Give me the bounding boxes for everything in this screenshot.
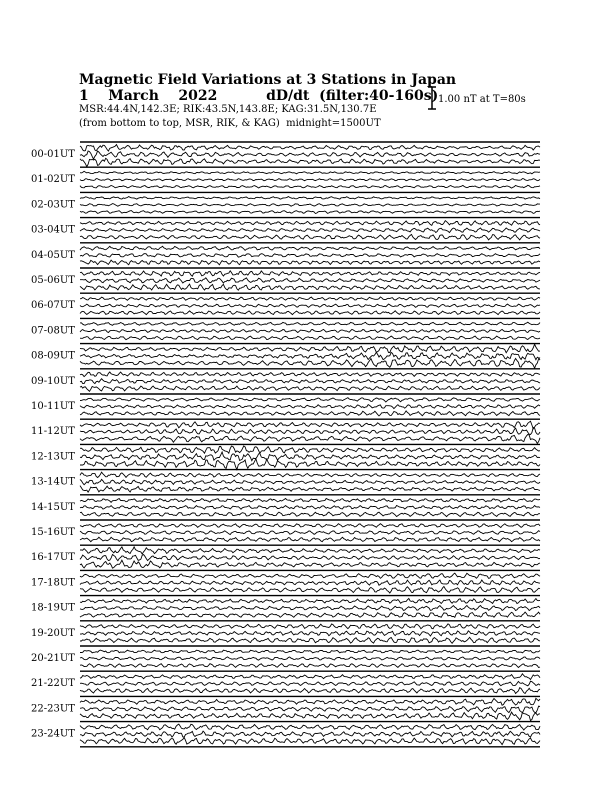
- trace-rik: [80, 379, 540, 384]
- trace-rik: [80, 179, 540, 181]
- trace-msr: [80, 573, 540, 578]
- trace-kag: [80, 211, 540, 214]
- trace-rik: [80, 506, 540, 510]
- row-label: 06-07UT: [31, 300, 75, 312]
- station-coordinates: MSR:44.4N,142.3E; RIK:43.5N,143.8E; KAG:31.5N,130.7E: [79, 104, 377, 115]
- trace-rik: [80, 405, 540, 409]
- trace-rik: [80, 706, 540, 713]
- trace-msr: [80, 524, 540, 528]
- trace-kag: [80, 386, 540, 391]
- row-label: 16-17UT: [31, 552, 75, 564]
- trace-kag: [80, 512, 540, 517]
- row-label: 11-12UT: [31, 426, 75, 438]
- row-label: 20-21UT: [31, 653, 75, 664]
- trace-rik: [80, 452, 540, 461]
- row-label: 12-13UT: [31, 451, 75, 463]
- trace-rik: [80, 329, 540, 332]
- row-label: 04-05UT: [31, 249, 75, 261]
- trace-rik: [80, 254, 540, 258]
- trace-msr: [80, 599, 540, 604]
- trace-kag: [80, 311, 540, 315]
- trace-kag: [80, 434, 540, 443]
- row-label: 03-04UT: [31, 224, 75, 236]
- row-label: 05-06UT: [31, 275, 75, 286]
- trace-kag: [80, 459, 540, 470]
- trace-rik: [80, 555, 540, 561]
- chart-title: Magnetic Field Variations at 3 Stations in Japan: [79, 72, 457, 88]
- trace-rik: [80, 580, 540, 585]
- trace-rik: [80, 278, 540, 283]
- row-label: 18-19UT: [31, 602, 75, 614]
- trace-kag: [80, 260, 540, 265]
- trace-rik: [80, 531, 540, 535]
- trace-msr: [80, 171, 540, 174]
- trace-msr: [80, 498, 540, 502]
- trace-msr: [80, 221, 540, 226]
- row-label: 10-11UT: [31, 401, 75, 412]
- trace-rik: [80, 606, 540, 611]
- trace-kag: [80, 234, 540, 240]
- trace-kag: [80, 712, 540, 721]
- trace-rik: [80, 228, 540, 233]
- row-label: 17-18UT: [31, 577, 75, 589]
- trace-msr: [80, 372, 540, 377]
- trace-kag: [80, 738, 540, 745]
- trace-kag: [80, 185, 540, 188]
- trace-msr: [80, 398, 540, 402]
- trace-msr: [80, 698, 540, 705]
- trace-rik: [80, 681, 540, 686]
- trace-msr: [80, 344, 540, 353]
- row-label: 21-22UT: [31, 678, 75, 690]
- trace-rik: [80, 657, 540, 660]
- trace-rik: [80, 304, 540, 307]
- trace-kag: [80, 688, 540, 694]
- row-label: 22-23UT: [31, 703, 75, 715]
- row-label: 14-15UT: [31, 501, 75, 513]
- date-filter-line: 1 March 2022 dD/dt (filter:40-160s): [79, 88, 439, 104]
- trace-msr: [80, 446, 540, 453]
- trace-msr: [80, 322, 540, 325]
- trace-rik: [80, 427, 540, 434]
- trace-kag: [80, 664, 540, 668]
- trace-msr: [80, 624, 540, 629]
- row-label: 23-24UT: [31, 728, 75, 740]
- trace-rik: [80, 204, 540, 207]
- trace-rik: [80, 352, 540, 360]
- trace-kag: [80, 537, 540, 542]
- trace-order-note: (from bottom to top, MSR, RIK, & KAG) midnight=1500UT: [79, 118, 381, 129]
- trace-kag: [80, 612, 540, 617]
- trace-msr: [80, 650, 540, 653]
- trace-kag: [80, 158, 540, 166]
- trace-kag: [80, 336, 540, 340]
- trace-kag: [80, 411, 540, 416]
- trace-kag: [80, 560, 540, 568]
- trace-msr: [80, 246, 540, 250]
- trace-msr: [80, 297, 540, 300]
- row-label: 07-08UT: [31, 325, 75, 337]
- trace-kag: [80, 284, 540, 290]
- trace-msr: [80, 472, 540, 477]
- row-label: 19-20UT: [31, 627, 75, 639]
- row-label: 00-01UT: [31, 149, 75, 160]
- row-label: 01-02UT: [31, 174, 75, 186]
- trace-kag: [80, 358, 540, 369]
- trace-kag: [80, 637, 540, 643]
- row-label: 08-09UT: [31, 350, 75, 362]
- trace-msr: [80, 145, 540, 152]
- trace-rik: [80, 731, 540, 737]
- row-label: 13-14UT: [31, 476, 75, 488]
- trace-msr: [80, 197, 540, 200]
- trace-msr: [80, 421, 540, 429]
- row-label: 15-16UT: [31, 527, 75, 538]
- row-label: 09-10UT: [31, 375, 75, 387]
- trace-msr: [80, 674, 540, 680]
- trace-msr: [80, 271, 540, 276]
- trace-kag: [80, 486, 540, 493]
- scale-label: 1.00 nT at T=80s: [438, 94, 526, 105]
- trace-rik: [80, 631, 540, 636]
- trace-rik: [80, 151, 540, 159]
- trace-msr: [80, 724, 540, 730]
- row-label: 02-03UT: [31, 199, 75, 211]
- trace-kag: [80, 587, 540, 594]
- trace-rik: [80, 479, 540, 484]
- trace-msr: [80, 547, 540, 554]
